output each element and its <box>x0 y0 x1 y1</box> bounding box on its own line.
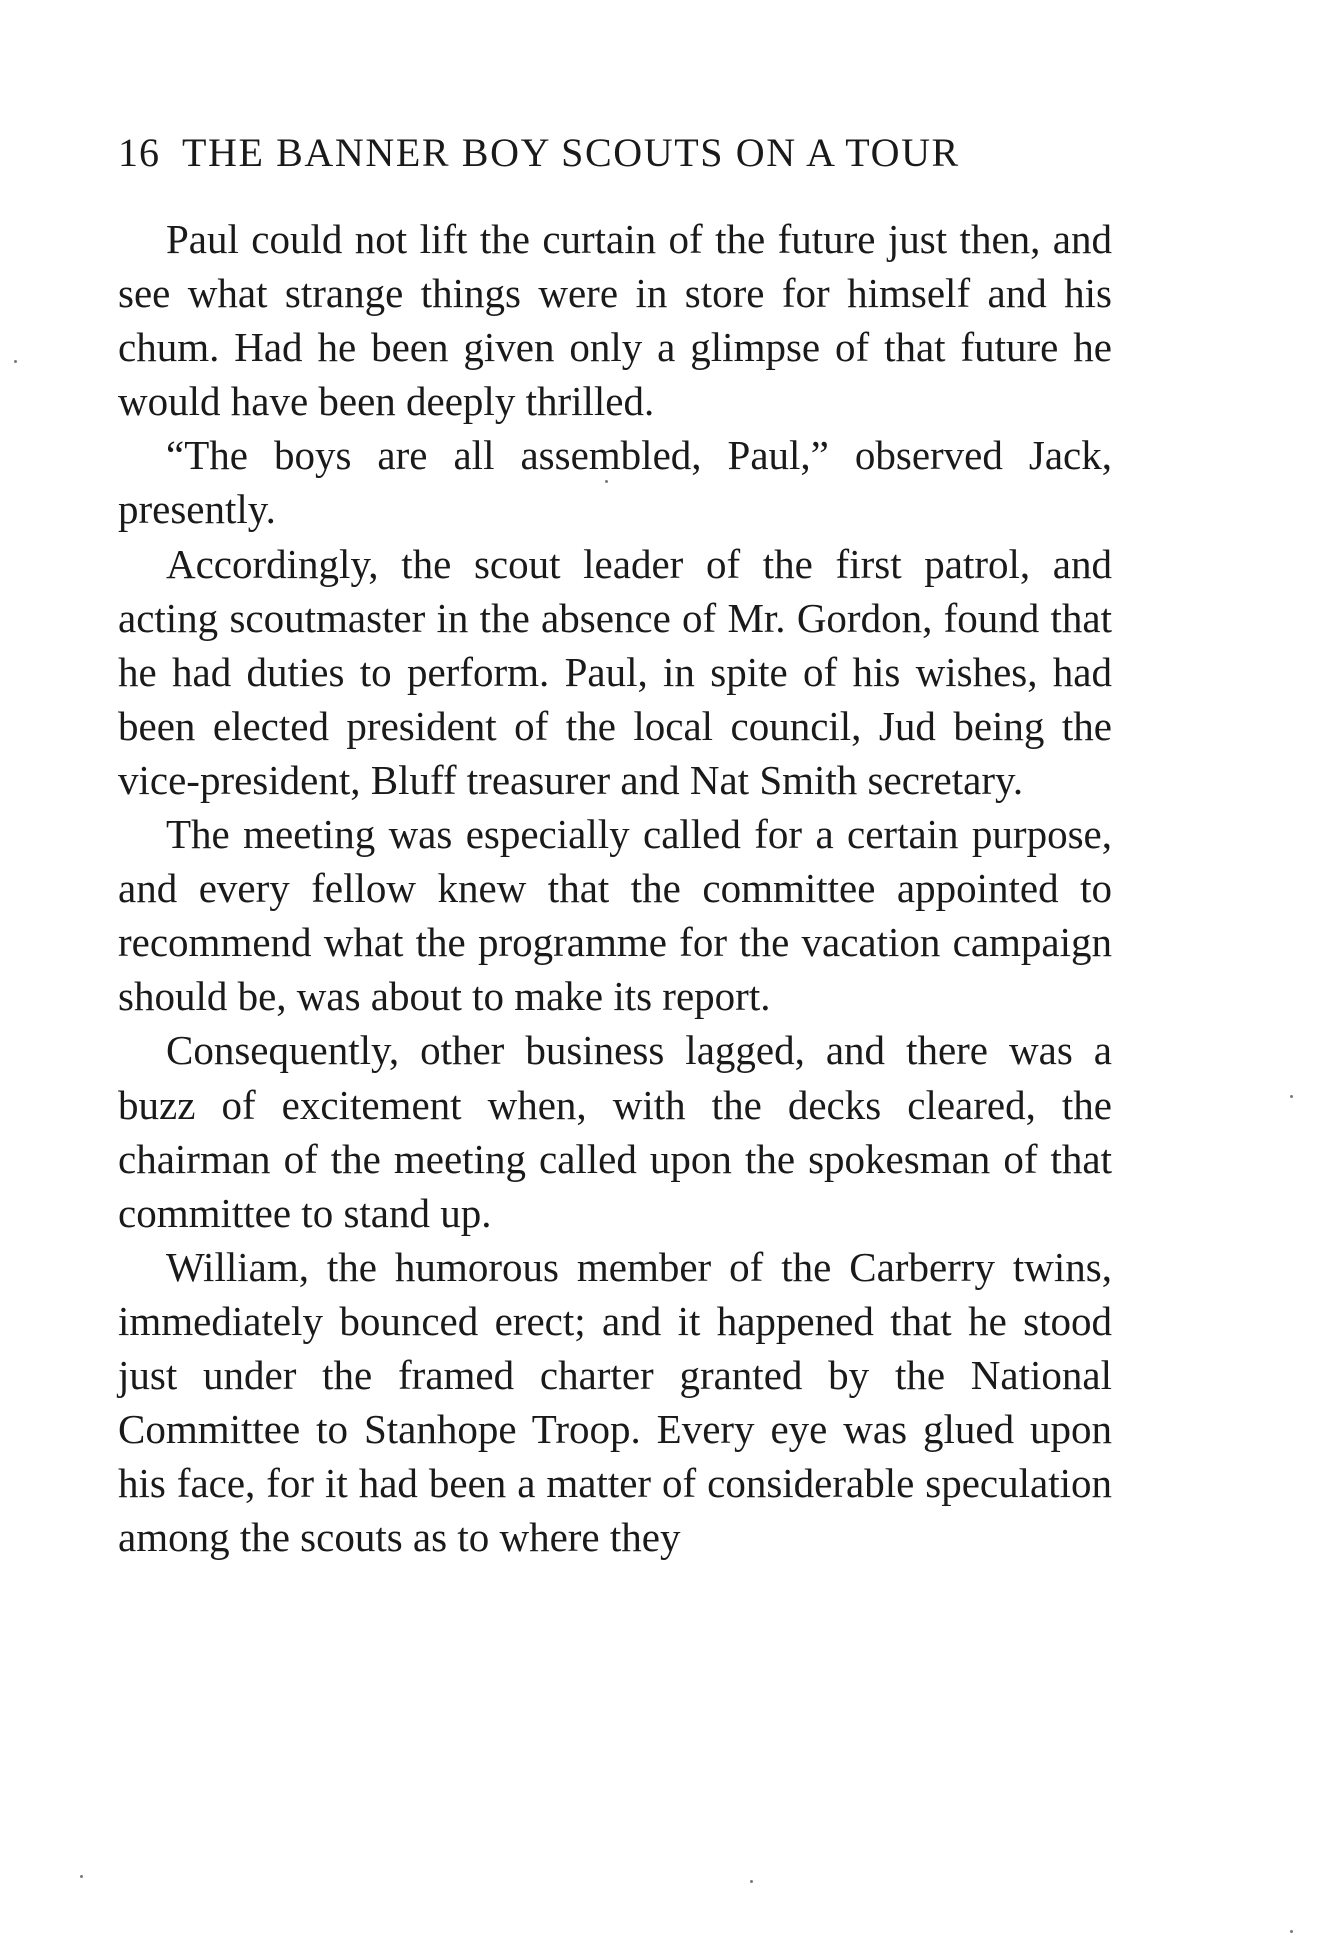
print-speck <box>1290 1930 1293 1933</box>
book-title: THE BANNER BOY SCOUTS ON A TOUR <box>182 130 960 175</box>
print-speck <box>1290 1095 1293 1098</box>
print-speck <box>605 480 608 483</box>
paragraph: The meeting was especially called for a certain purpose, and every fellow knew that the committee appointed to recommend what the programme for the vacation campaign should be, was about to make its report. <box>118 811 1112 1020</box>
print-speck <box>750 1880 753 1883</box>
page-number: 16 <box>118 130 160 175</box>
running-head <box>118 128 1118 178</box>
paragraph: “The boys are all assembled, Paul,” observed Jack, presently. <box>118 432 1112 533</box>
paragraph: Consequently, other business lagged, and there was a buzz of excitement when, with the decks cleared, the chairman of the meeting called upon the spokesman of that committee to stand up. <box>118 1027 1112 1236</box>
paragraph: William, the humorous member of the Carberry twins, immediately bounced erect; and it happened that he stood just under the framed charter granted by the National Committee to Stanhope Troop. Every eye was glued upon his face, for it had been a matter of considerable speculation among the scouts as to where they <box>118 1243 1112 1561</box>
paragraph: Accordingly, the scout leader of the first patrol, and acting scoutmaster in the absence of Mr. Gordon, found that he had duties to perform. Paul, in spite of his wishes, had been elected president of the local council, Jud being the vice-president, Bluff treasurer and Nat Smith secretary. <box>118 540 1112 803</box>
body-text <box>118 212 1112 1564</box>
print-speck <box>14 360 17 363</box>
paragraph: Paul could not lift the curtain of the future just then, and see what strange things were in store for himself and his chum. Had he been given only a glimpse of that future he would have been deeply thrilled. <box>118 216 1112 425</box>
print-speck <box>80 1875 83 1878</box>
